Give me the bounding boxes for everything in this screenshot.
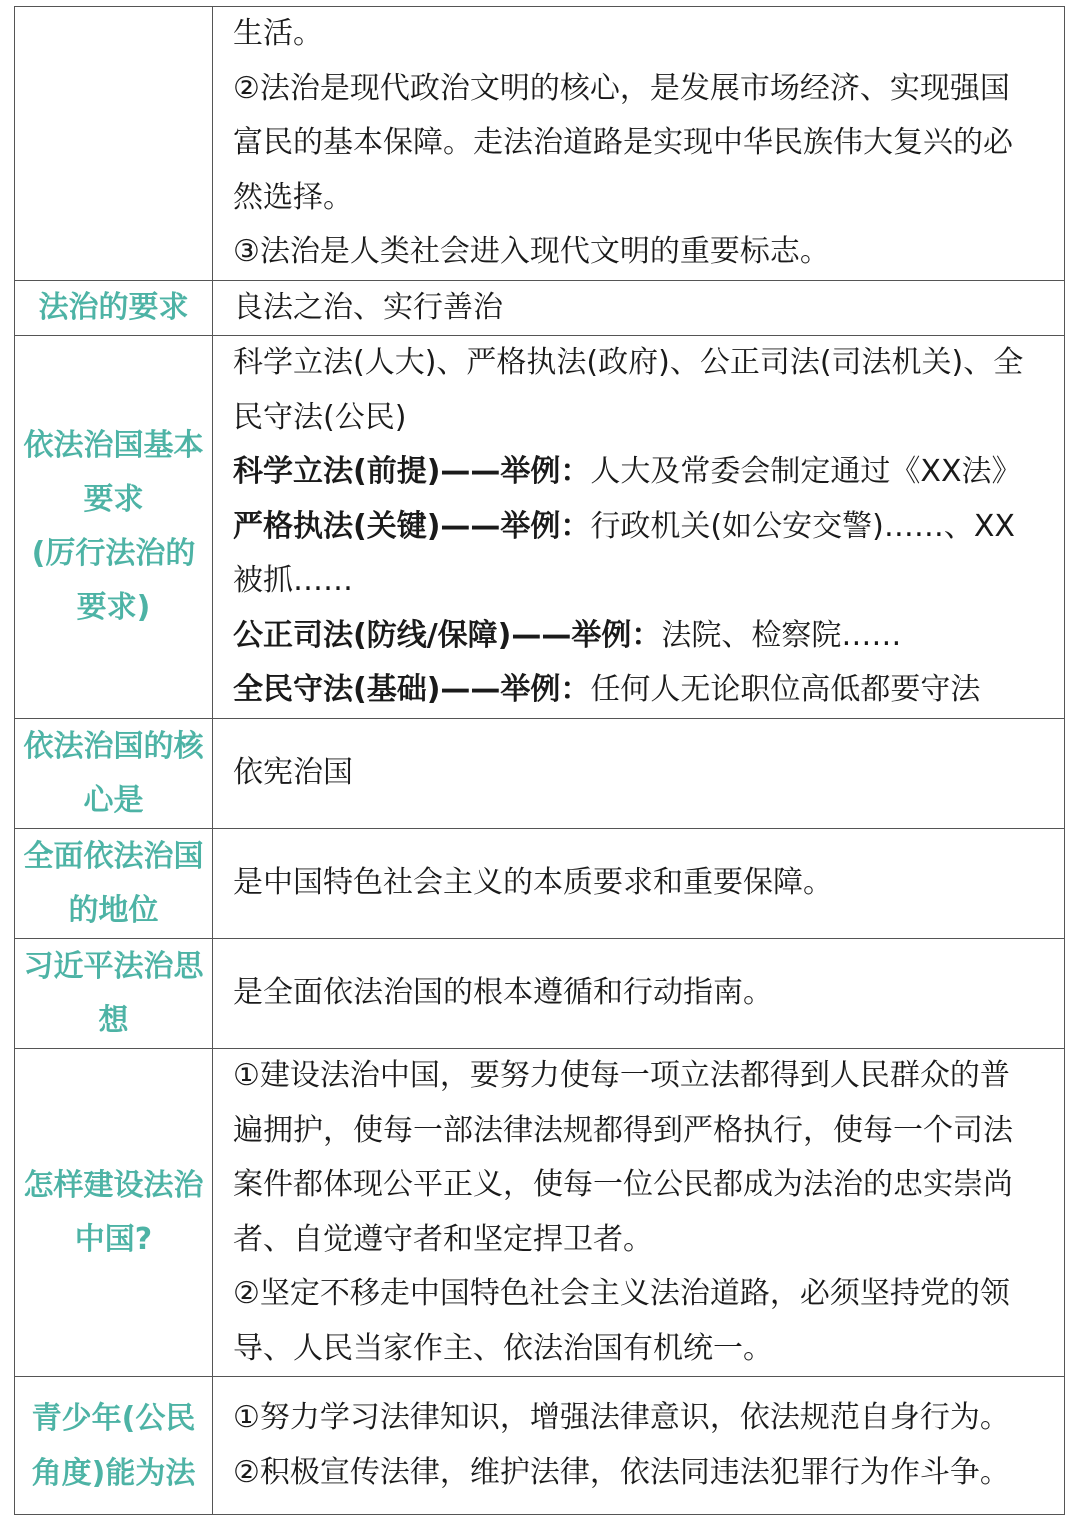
content-line: 是全面依法治国的根本遵循和行动指南。 [233, 975, 773, 1011]
item-head: 严格执法(关键)——举例： [233, 508, 591, 544]
row-label [15, 719, 213, 828]
row-label-line: 要求 [83, 482, 144, 517]
table-row [15, 939, 1065, 1049]
content-line: 民守法(公民) [233, 399, 407, 435]
item-body: 人大及常委会制定通过《XX法》 [590, 454, 1022, 490]
content-line: ①建设法治中国，要努力使每一项立法都得到人民群众的普 [233, 1058, 1010, 1093]
content-item [233, 663, 1060, 718]
content-item [233, 445, 1060, 500]
row-label [15, 829, 213, 938]
content-line: 者、自觉遵守者和坚定捍卫者。 [233, 1221, 653, 1257]
knowledge-table [14, 6, 1065, 1515]
content-line: 然选择。 [233, 179, 353, 215]
table-row [15, 336, 1065, 719]
row-label-line: 中国? [74, 1221, 153, 1257]
row-label [15, 1377, 213, 1514]
row-content [213, 1377, 1065, 1514]
row-content [213, 281, 1065, 335]
content-item [233, 554, 1060, 609]
content-line: 是中国特色社会主义的本质要求和重要保障。 [233, 865, 833, 901]
content-line: 良法之治、实行善治 [233, 289, 503, 325]
item-head: 全民守法(基础)——举例： [233, 672, 591, 708]
content-item [233, 609, 1060, 664]
row-label-line: 青少年(公民 [31, 1400, 196, 1436]
content-line: 富民的基本保障。走法治道路是实现中华民族伟大复兴的必 [233, 125, 1013, 161]
row-label [15, 7, 213, 280]
item-body: 任何人无论职位高低都要守法 [590, 672, 981, 708]
row-label-line: 心是 [83, 782, 144, 818]
row-content [213, 719, 1065, 828]
content-line: 科学立法(人大)、严格执法(政府)、公正司法(司法机关)、全 [233, 345, 1024, 381]
row-label-line: 全面依法治国 [23, 838, 204, 874]
table-row [15, 829, 1065, 939]
row-label [15, 281, 213, 335]
row-label [15, 336, 213, 718]
table-row [15, 719, 1065, 829]
table-row [15, 1049, 1065, 1377]
content-line: ②坚定不移走中国特色社会主义法治道路，必须坚持党的领 [233, 1276, 1010, 1311]
item-head: 科学立法(前提)——举例： [233, 454, 591, 490]
row-label-line: 法治的要求 [38, 290, 189, 325]
row-content [213, 336, 1065, 718]
row-label-line: 怎样建设法治 [23, 1167, 204, 1203]
row-label-line: 要求) [76, 590, 151, 625]
content-line: ②积极宣传法律，维护法律，依法同违法犯罪行为作斗争。 [233, 1454, 1010, 1490]
item-head: 公正司法(防线/保障)——举例： [233, 617, 662, 653]
content-line: 案件都体现公平正义，使每一位公民都成为法治的忠实崇尚 [233, 1167, 1013, 1202]
row-label-line: 依法治国基本 [23, 428, 204, 463]
row-label [15, 1049, 213, 1376]
item-body: 法院、检察院…… [661, 617, 902, 653]
row-label-line: 习近平法治思 [23, 948, 204, 984]
table-row [15, 7, 1065, 281]
content-line: 依宪治国 [233, 755, 353, 791]
content-line: ②法治是现代政治文明的核心，是发展市场经济、实现强国 [233, 70, 1010, 106]
row-content [213, 829, 1065, 938]
content-line: 导、人民当家作主、依法治国有机统一。 [233, 1330, 773, 1366]
content-line: ③法治是人类社会进入现代文明的重要标志。 [233, 234, 830, 270]
row-label-line: (厉行法治的 [31, 536, 196, 571]
content-item [233, 500, 1060, 555]
item-body: 被抓…… [233, 563, 353, 599]
row-label-line: 依法治国的核 [23, 728, 204, 764]
row-content [213, 1049, 1065, 1376]
content-line: 生活。 [233, 16, 323, 52]
row-content [213, 939, 1065, 1048]
row-content [213, 7, 1065, 280]
content-line: 遍拥护，使每一部法律法规都得到严格执行，使每一个司法 [233, 1112, 1013, 1148]
row-label [15, 939, 213, 1048]
row-label-line: 想 [98, 1002, 129, 1038]
row-label-line: 的地位 [68, 892, 159, 928]
row-label-line: 角度)能为法 [31, 1455, 196, 1491]
table-row [15, 281, 1065, 336]
table-row [15, 1377, 1065, 1515]
content-line: ①努力学习法律知识，增强法律意识，依法规范自身行为。 [233, 1400, 1010, 1435]
item-body: 行政机关(如公安交警)……、XX [590, 508, 1015, 544]
